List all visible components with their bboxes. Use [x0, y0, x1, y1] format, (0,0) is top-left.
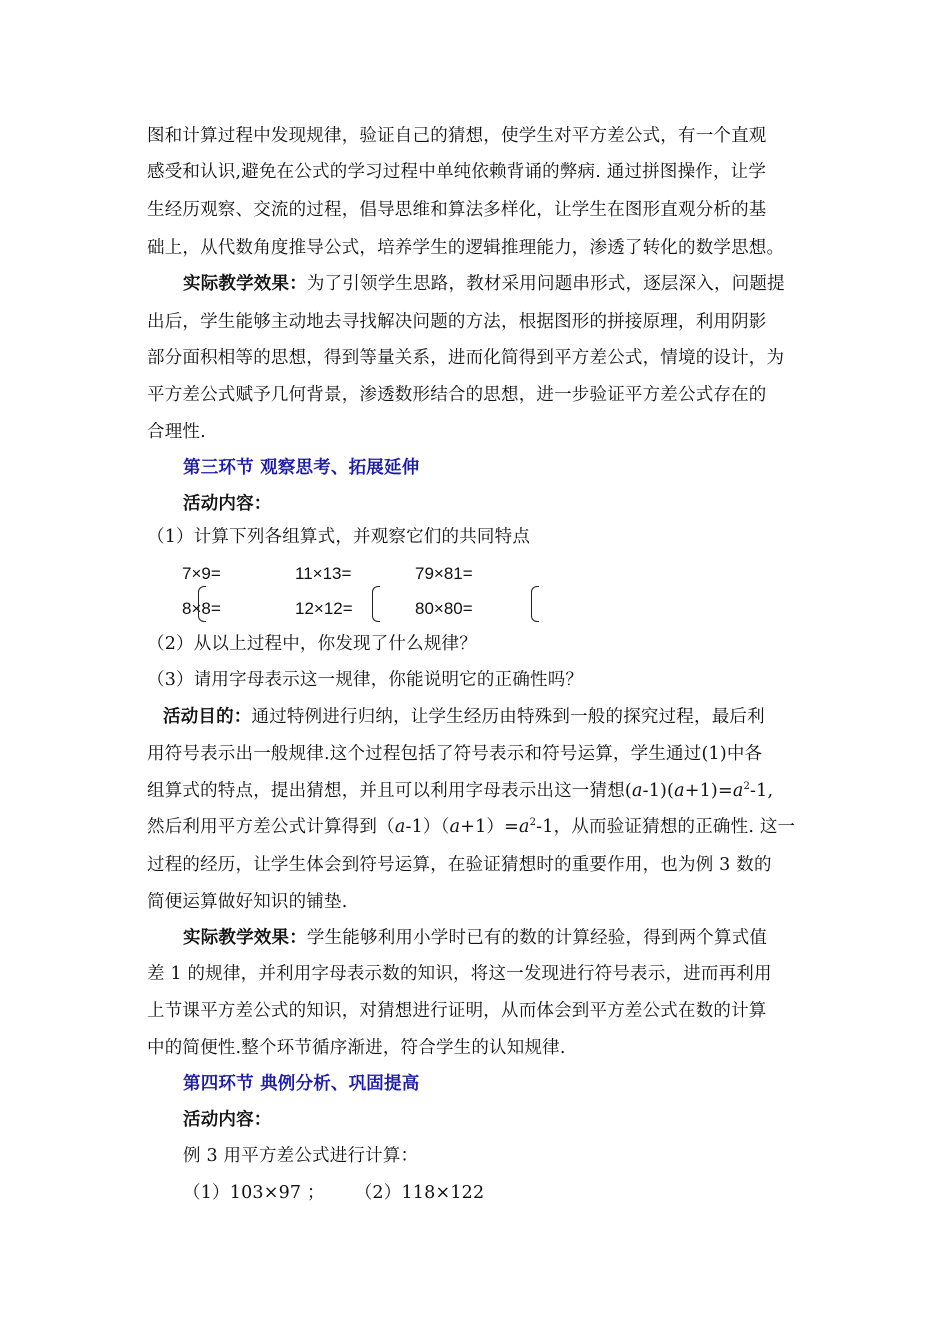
example-items: [183, 1181, 484, 1205]
paragraph-line: 用符号表示出一般规律.这个过程包括了符号表示和符号运算，学生通过(1)中各: [147, 744, 763, 764]
section-heading: 第四环节 典例分析、巩固提高: [183, 1074, 420, 1094]
purpose-label: 活动目的：: [163, 707, 252, 727]
paragraph-line: 实际教学效果：为了引领学生思路，教材采用问题串形式，逐层深入，问题提: [183, 274, 785, 294]
bracket-shape: [531, 586, 539, 622]
paragraph-line: 合理性.: [147, 422, 206, 442]
calc-expression: 79×81=: [415, 564, 473, 583]
question-3: （3）请用字母表示这一规律，你能说明它的正确性吗？: [147, 670, 584, 690]
question-2: （2）从以上过程中，你发现了什么规律？: [147, 634, 477, 654]
paragraph-line: 活动目的：通过特例进行归纳，让学生经历由特殊到一般的探究过程，最后利: [163, 707, 765, 727]
effect-label: 实际教学效果：: [183, 274, 307, 294]
paragraph-line: 过程的经历，让学生体会到符号运算，在验证猜想时的重要作用，也为例 3 数的: [147, 855, 772, 875]
paragraph-line: 础上，从代数角度推导公式，培养学生的逻辑推理能力，渗透了转化的数学思想。: [147, 238, 785, 258]
bracket-shape: [372, 586, 380, 622]
calc-expression: 12×12=: [295, 599, 353, 618]
bracket-shape: [198, 586, 206, 622]
example-item: （2）118×122: [354, 1183, 485, 1203]
paragraph-line: 然后利用平方差公式计算得到$(a-1)(a+1)=a^2-1$，从而验证猜想的正确性. 这一: [147, 817, 796, 837]
calc-expression: 8×8=: [182, 599, 221, 618]
effect-label: 实际教学效果：: [183, 928, 307, 948]
paragraph-line: 出后，学生能够主动地去寻找解决问题的方法，根据图形的拼接原理，利用阴影: [147, 312, 767, 332]
paragraph-line: 生经历观察、交流的过程，倡导思维和算法多样化，让学生在图形直观分析的基: [147, 200, 767, 220]
paragraph-line: 上节课平方差公式的知识，对猜想进行证明，从而体会到平方差公式在数的计算: [147, 1001, 767, 1021]
paragraph-line: 中的简便性.整个环节循序渐进，符合学生的认知规律.: [147, 1038, 566, 1058]
question-1: （1）计算下列各组算式，并观察它们的共同特点: [147, 527, 531, 547]
paragraph-line: 平方差公式赋予几何背景，渗透数形结合的思想，进一步验证平方差公式存在的: [147, 385, 767, 405]
activity-label: 活动内容：: [183, 1110, 272, 1130]
example-item: （1）103×97 ；: [183, 1183, 325, 1203]
paragraph-line: 部分面积相等的思想，得到等量关系，进而化简得到平方差公式，情境的设计，为: [147, 348, 785, 368]
calc-expression: 7×9=: [182, 564, 221, 583]
paragraph-line: 简便运算做好知识的铺垫.: [147, 892, 348, 912]
calc-expression: 11×13=: [295, 564, 352, 583]
example-title: 例 3 用平方差公式进行计算：: [183, 1146, 419, 1166]
section-heading: 第三环节 观察思考、拓展延伸: [183, 458, 420, 478]
paragraph-line: 差 1 的规律，并利用字母表示数的知识，将这一发现进行符号表示，进而再利用: [147, 964, 772, 984]
paragraph-line: 图和计算过程中发现规律，验证自己的猜想，使学生对平方差公式，有一个直观: [147, 126, 767, 146]
paragraph-line: 感受和认识,避免在公式的学习过程中单纯依赖背诵的弊病. 通过拼图操作，让学: [147, 162, 767, 182]
activity-label: 活动内容：: [183, 494, 272, 514]
paragraph-line: 组算式的特点，提出猜想，并且可以利用字母表示出这一猜想$(a-1)(a+1)=a^2-1$,: [147, 781, 774, 801]
paragraph-line: 实际教学效果：学生能够利用小学时已有的数的计算经验，得到两个算式值: [183, 928, 768, 948]
calc-expression: 80×80=: [415, 599, 473, 618]
